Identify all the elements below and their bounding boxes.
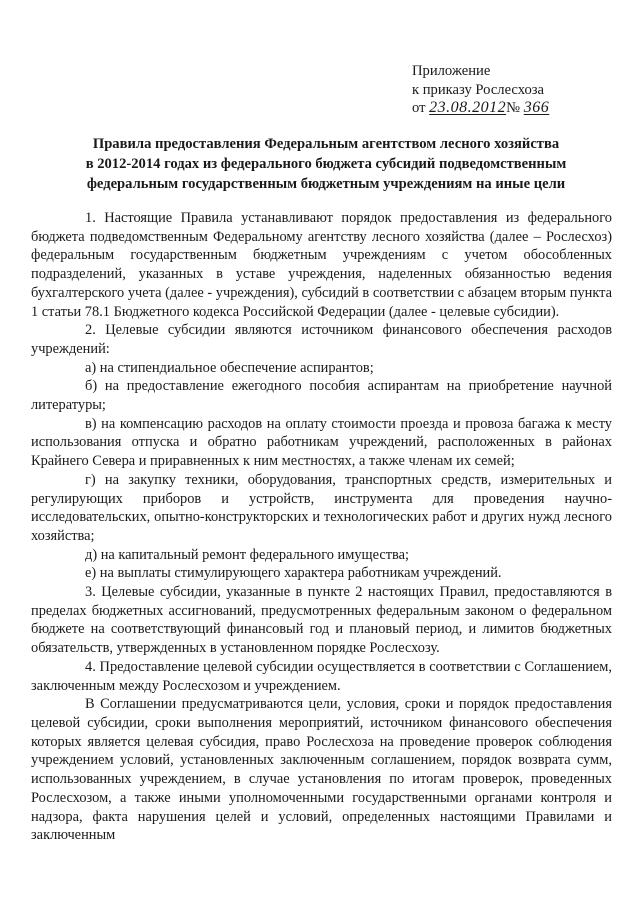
paragraph-2v: в) на компенсацию расходов на оплату стоимости проезда и провоза багажа к месту использования отпуска и обратно работникам учреждений, расположенных в районах Крайнего Севера и приравненных к ним местностях, а также членам их семей; <box>31 415 612 470</box>
title-line-1: Правила предоставления Федеральным агентством лесного хозяйства <box>92 136 560 152</box>
paragraph-1: 1. Настоящие Правила устанавливают порядок предоставления из федерального бюджета подведомственным Федеральному агентству лесного хозяйства (далее – Рослесхоз) федеральным государственным бюджетным учреждениям с учетом обособленных подразделений, указанных в уставе учреждения, наделенных обязанностью ведения бухгалтерского учета (далее - учреждения), субсидий в соответствии с абзацем вторым пункта 1 статьи 78.1 Бюджетного кодекса Российской Федерации (далее - целевые субсидии). <box>31 210 612 320</box>
number-sign: № <box>506 100 521 116</box>
appendix-from-label: от <box>412 100 426 116</box>
appendix-block <box>412 62 612 118</box>
document-body <box>31 209 612 845</box>
paragraph-3: 3. Целевые субсидии, указанные в пункте 2 настоящих Правил, предоставляются в пределах бюджетных ассигнований, предусмотренных федеральным законом о федеральном бюджете на соответствующий финансовый год и плановый период, и лимитов бюджетных обязательств, утвержденных в установленном порядке Рослесхозу. <box>31 584 612 657</box>
title-line-2: в 2012-2014 годах из федерального бюджета субсидий подведомственным <box>85 156 567 172</box>
title-line-3: федеральным государственным бюджетным учреждениям на иные цели <box>86 176 566 192</box>
paragraph-agreement: В Соглашении предусматриваются цели, условия, сроки и порядок предоставления целевой субсидии, сроки выполнения мероприятий, источником финансового обеспечения которых является целевая субсидия, право Рослесхоза на проведение проверок соблюдения учреждением условий, установленных заключенным соглашением, порядок возврата сумм, использованных учреждением, в случае установления по итогам проверок, проведенных Рослесхозом, а также иными уполномоченными государственными органами контроля и надзора, факта нарушения целей и условий, определенных настоящими Правилами и заключенным <box>31 696 612 844</box>
handwritten-order-number: 366 <box>523 99 550 116</box>
handwritten-date: 23.08.2012 <box>429 99 507 116</box>
appendix-order-ref: к приказу Рослесхоза <box>412 81 544 98</box>
appendix-date-number <box>412 99 612 118</box>
paragraph-2a: а) на стипендиальное обеспечение аспирантов; <box>85 359 374 376</box>
paragraph-2b: б) на предоставление ежегодного пособия аспирантам на приобретение научной литературы; <box>31 378 612 414</box>
paragraph-2e: е) на выплаты стимулирующего характера работникам учреждений. <box>85 565 502 582</box>
document-title <box>40 134 612 194</box>
appendix-label: Приложение <box>412 63 491 79</box>
paragraph-2g: г) на закупку техники, оборудования, транспортных средств, измерительных и регулирующих приборов и устройств, инструмента для проведения научно-исследовательских, опытно-конструкторских и технологических работ и других нужд лесного хозяйства; <box>31 471 612 544</box>
paragraph-2: 2. Целевые субсидии являются источником финансового обеспечения расходов учреждений: <box>31 322 612 357</box>
paragraph-4: 4. Предоставление целевой субсидии осуществляется в соответствии с Соглашением, заключенным между Рослесхозом и учреждением. <box>31 658 612 694</box>
paragraph-2d: д) на капитальный ремонт федерального имущества; <box>85 546 410 563</box>
